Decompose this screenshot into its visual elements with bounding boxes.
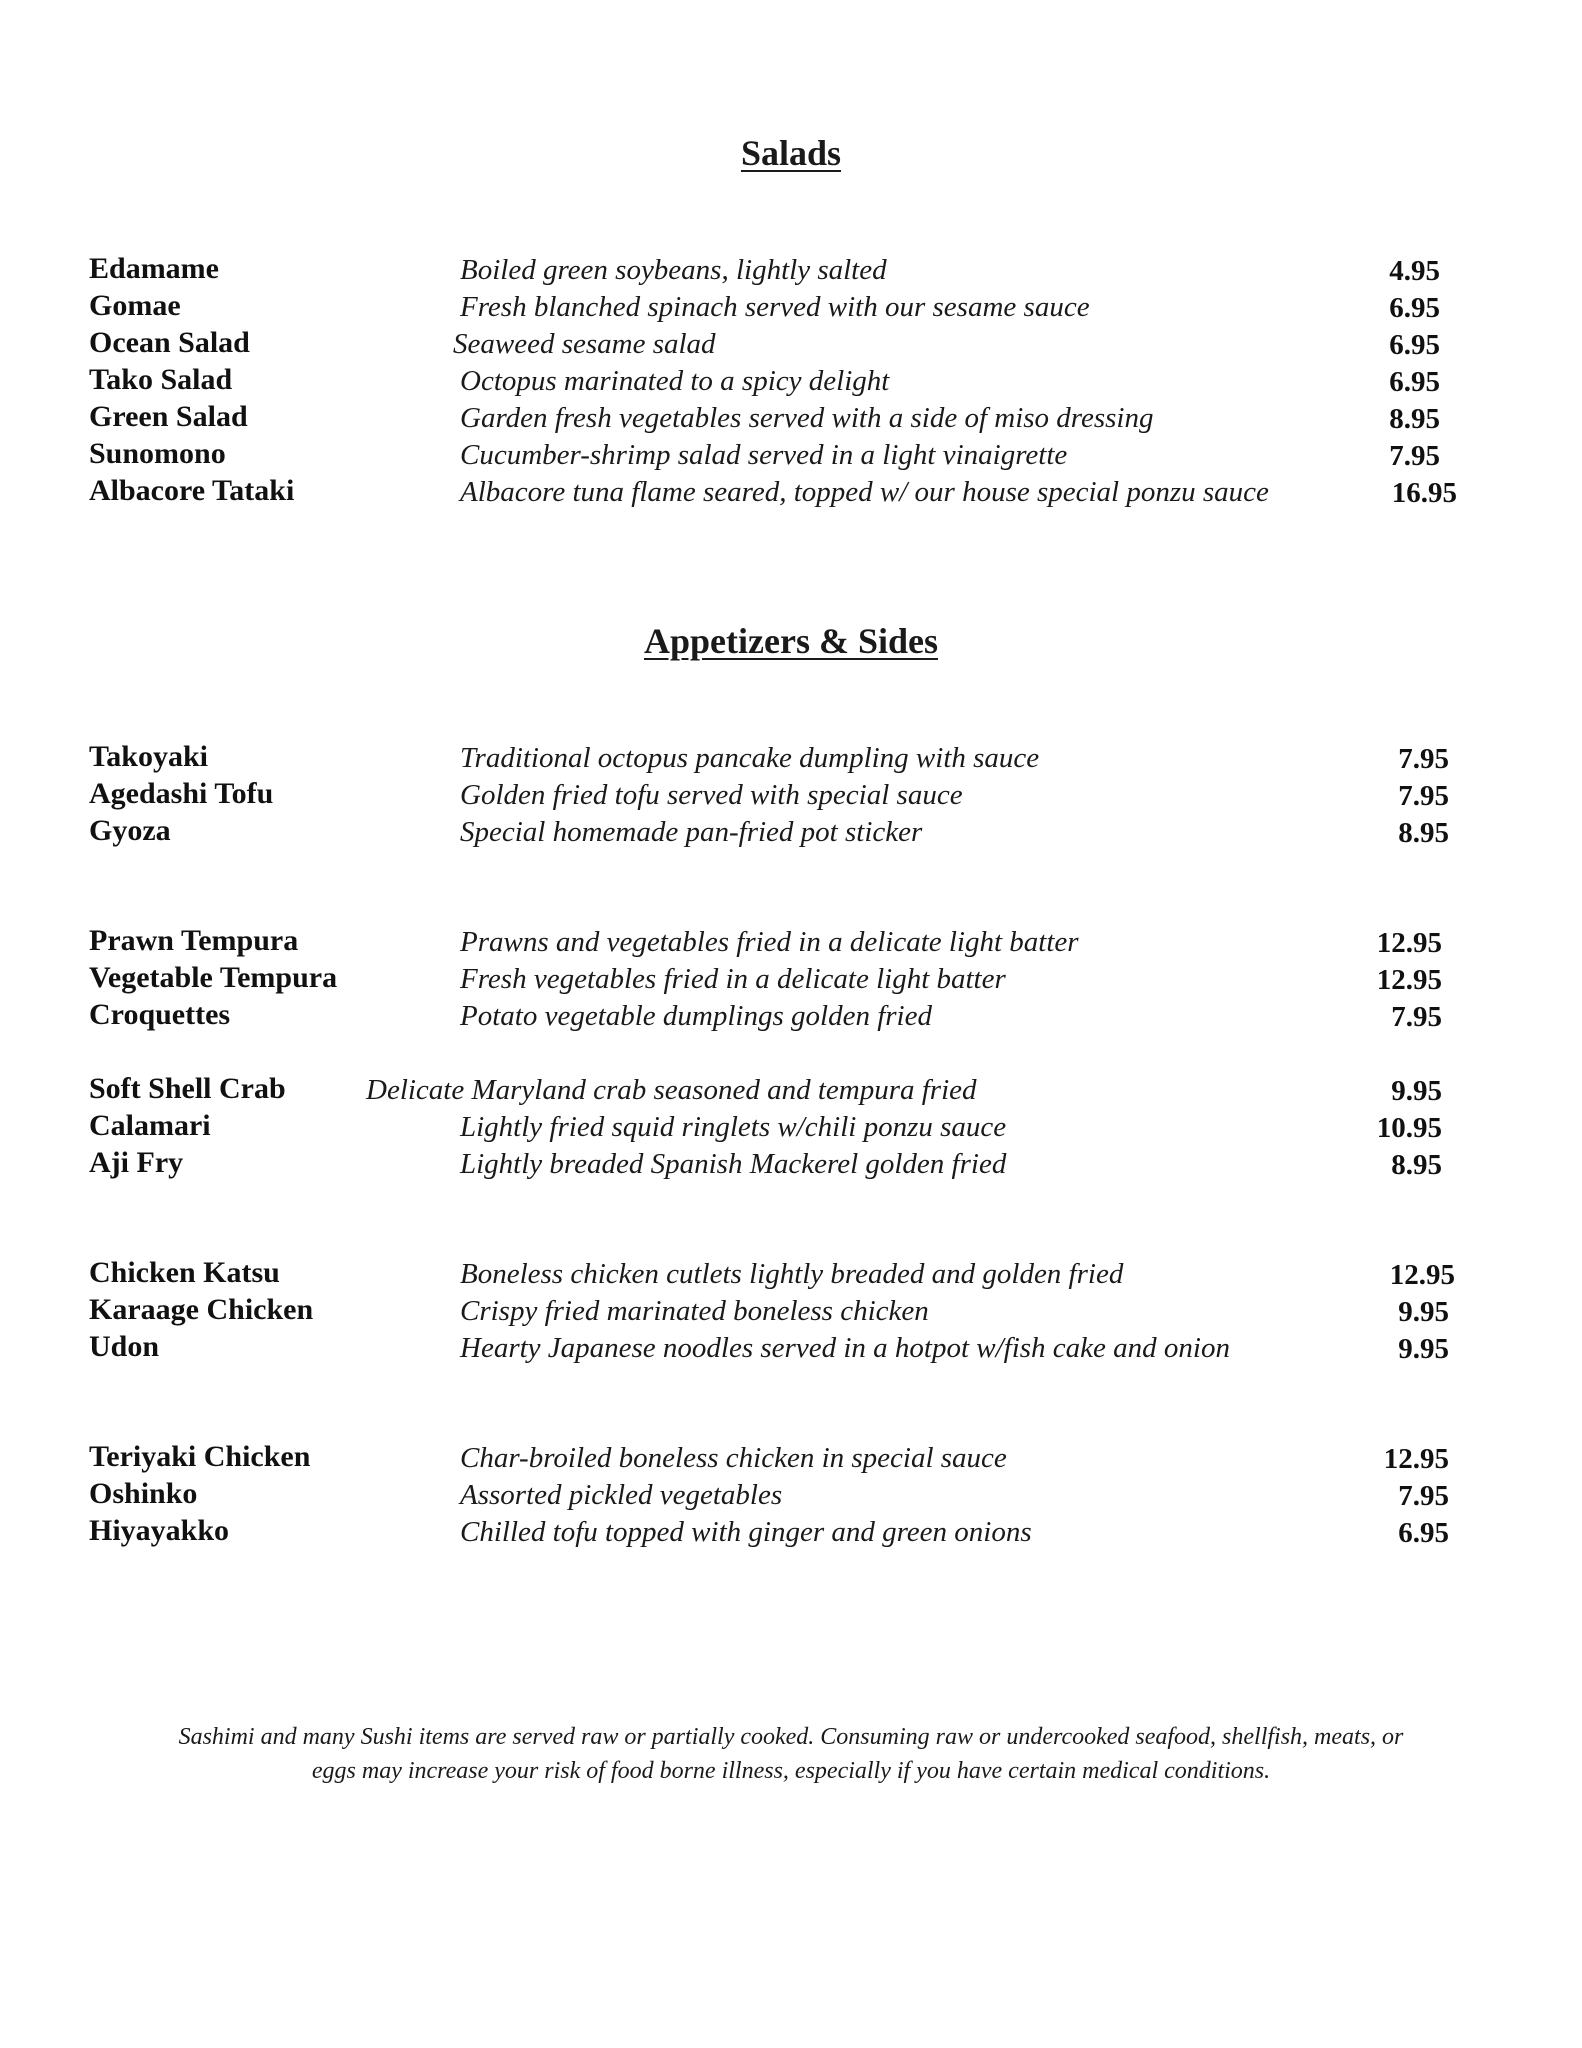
- item-price: 9.95: [1398, 1333, 1449, 1365]
- item-name: Chicken Katsu: [89, 1256, 280, 1289]
- item-description: Fresh blanched spinach served with our sesame sauce: [460, 291, 1090, 323]
- menu-item: [0, 1293, 1582, 1331]
- item-price: 8.95: [1391, 1149, 1442, 1181]
- menu-item: [0, 1072, 1582, 1110]
- item-name: Prawn Tempura: [89, 924, 299, 957]
- item-name: Oshinko: [89, 1477, 198, 1510]
- item-description: Garden fresh vegetables served with a side of miso dressing: [460, 402, 1154, 434]
- item-description: Golden fried tofu served with special sauce: [460, 779, 963, 811]
- item-price: 6.95: [1389, 292, 1440, 324]
- item-description: Hearty Japanese noodles served in a hotpot w/fish cake and onion: [460, 1332, 1230, 1364]
- menu-item: [0, 1477, 1582, 1515]
- item-price: 6.95: [1398, 1517, 1449, 1549]
- item-name: Gomae: [89, 289, 181, 322]
- item-description: Boiled green soybeans, lightly salted: [460, 254, 887, 286]
- item-price: 7.95: [1398, 743, 1449, 775]
- item-description: Assorted pickled vegetables: [460, 1479, 783, 1511]
- food-safety-disclaimer: [80, 1720, 1502, 1788]
- salads-heading: Salads: [740, 133, 842, 173]
- menu-item: [0, 1256, 1582, 1294]
- item-name: Tako Salad: [89, 363, 233, 396]
- item-price: 6.95: [1389, 329, 1440, 361]
- appetizers-heading: Appetizers & Sides: [644, 621, 938, 661]
- item-name: Aji Fry: [89, 1146, 184, 1179]
- item-description: Boneless chicken cutlets lightly breaded and golden fried: [460, 1258, 1124, 1290]
- menu-item: [0, 474, 1582, 512]
- item-name: Agedashi Tofu: [89, 777, 274, 810]
- item-description: Cucumber-shrimp salad served in a light vinaigrette: [460, 439, 1068, 471]
- item-name: Karaage Chicken: [89, 1293, 314, 1326]
- item-price: 7.95: [1398, 780, 1449, 812]
- menu-item: [0, 740, 1582, 778]
- menu-item: [0, 1109, 1582, 1147]
- menu-item: [0, 998, 1582, 1036]
- menu-item: [0, 400, 1582, 438]
- item-name: Soft Shell Crab: [89, 1072, 286, 1105]
- item-description: Prawns and vegetables fried in a delicate light batter: [460, 926, 1079, 958]
- item-name: Green Salad: [89, 400, 248, 433]
- menu-item: [0, 1514, 1582, 1552]
- menu-item: [0, 252, 1582, 290]
- item-description: Fresh vegetables fried in a delicate light batter: [460, 963, 1006, 995]
- item-price: 12.95: [1376, 927, 1442, 959]
- item-price: 4.95: [1389, 255, 1440, 287]
- item-name: Vegetable Tempura: [89, 961, 338, 994]
- menu-item: [0, 814, 1582, 852]
- item-price: 7.95: [1391, 1001, 1442, 1033]
- item-name: Teriyaki Chicken: [89, 1440, 311, 1473]
- item-price: 16.95: [1391, 477, 1457, 509]
- item-description: Char-broiled boneless chicken in special sauce: [460, 1442, 1007, 1474]
- menu-item: [0, 363, 1582, 401]
- item-price: 12.95: [1376, 964, 1442, 996]
- item-price: 12.95: [1389, 1259, 1455, 1291]
- disclaimer-line-1: Sashimi and many Sushi items are served raw or partially cooked. Consuming raw or undercooked seafood, shellfish, meats, or: [178, 1724, 1404, 1750]
- item-description: Seaweed sesame salad: [453, 328, 716, 360]
- item-description: Albacore tuna flame seared, topped w/ our house special ponzu sauce: [460, 476, 1269, 508]
- item-price: 7.95: [1389, 440, 1440, 472]
- menu-item: [0, 777, 1582, 815]
- disclaimer-line-2: eggs may increase your risk of food borne illness, especially if you have certain medical conditions.: [311, 1758, 1271, 1784]
- menu-item: [0, 289, 1582, 327]
- item-description: Traditional octopus pancake dumpling with sauce: [460, 742, 1040, 774]
- item-description: Lightly breaded Spanish Mackerel golden fried: [460, 1148, 1007, 1180]
- menu-item: [0, 961, 1582, 999]
- item-description: Delicate Maryland crab seasoned and tempura fried: [366, 1074, 977, 1106]
- item-price: 8.95: [1398, 817, 1449, 849]
- menu-item: [0, 326, 1582, 364]
- item-name: Ocean Salad: [89, 326, 250, 359]
- menu-item: [0, 1330, 1582, 1368]
- item-price: 10.95: [1376, 1112, 1442, 1144]
- item-price: 9.95: [1398, 1296, 1449, 1328]
- item-price: 9.95: [1391, 1075, 1442, 1107]
- item-price: 8.95: [1389, 403, 1440, 435]
- item-price: 6.95: [1389, 366, 1440, 398]
- item-description: Lightly fried squid ringlets w/chili ponzu sauce: [460, 1111, 1007, 1143]
- item-name: Udon: [89, 1330, 160, 1363]
- item-description: Potato vegetable dumplings golden fried: [460, 1000, 932, 1032]
- item-price: 12.95: [1383, 1443, 1449, 1475]
- item-name: Takoyaki: [89, 740, 208, 773]
- menu-item: [0, 1440, 1582, 1478]
- item-name: Sunomono: [89, 437, 226, 470]
- menu-item: [0, 924, 1582, 962]
- item-name: Calamari: [89, 1109, 211, 1142]
- menu-item: [0, 437, 1582, 475]
- item-price: 7.95: [1398, 1480, 1449, 1512]
- item-name: Edamame: [89, 252, 219, 285]
- item-name: Gyoza: [89, 814, 171, 847]
- item-description: Octopus marinated to a spicy delight: [460, 365, 890, 397]
- item-name: Hiyayakko: [89, 1514, 230, 1547]
- item-name: Albacore Tataki: [89, 474, 295, 507]
- item-description: Special homemade pan-fried pot sticker: [460, 816, 923, 848]
- menu-item: [0, 1146, 1582, 1184]
- item-description: Crispy fried marinated boneless chicken: [460, 1295, 929, 1327]
- item-description: Chilled tofu topped with ginger and green onions: [460, 1516, 1032, 1548]
- item-name: Croquettes: [89, 998, 231, 1031]
